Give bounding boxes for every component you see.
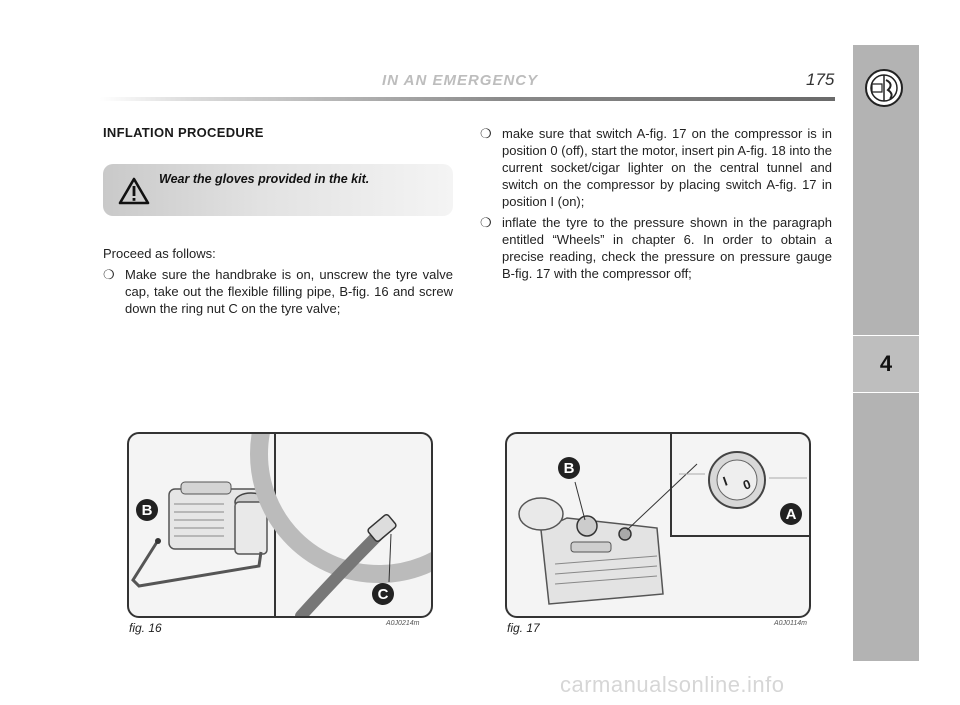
right-bullet-list	[480, 125, 832, 286]
svg-text:B: B	[563, 460, 575, 477]
watermark: carmanualsonline.info	[560, 672, 785, 697]
list-item	[103, 266, 453, 317]
figure-16-caption: fig. 16	[129, 621, 162, 635]
figure-16-illustration	[129, 434, 431, 616]
alfa-romeo-logo-icon	[864, 68, 904, 108]
bullet-circle-icon: ❍	[103, 267, 115, 282]
callout-a	[780, 503, 802, 525]
list-item-text: Make sure the handbrake is on, unscrew the tyre valve cap, take out the flexible filling pipe, B-fig. 16 and screw down the ring nut C on the tyre valve;	[125, 267, 453, 316]
page-number: 175	[806, 70, 835, 89]
intro-text: Proceed as follows:	[103, 246, 216, 261]
warning-box	[103, 164, 453, 216]
figure-17-caption: fig. 17	[507, 621, 540, 635]
procedure-heading: INFLATION PROCEDURE	[103, 125, 264, 140]
left-bullet-list	[103, 266, 453, 321]
switch-label-off: 0	[740, 476, 753, 493]
figure-17	[505, 432, 811, 618]
svg-text:A: A	[785, 506, 797, 523]
header-rule	[100, 97, 835, 101]
chapter-number: 4	[879, 351, 893, 376]
callout-b	[136, 499, 158, 521]
list-item-text: inflate the tyre to the pressure shown in the paragraph entitled “Wheels” in chapter 6. In order to obtain a precise reading, check the pressure on pressure gauge B-fig. 17 with the compressor off;	[502, 215, 832, 281]
figure-17-illustration	[507, 434, 809, 616]
bullet-circle-icon: ❍	[480, 126, 492, 141]
figure-17-code: A0J0114m	[774, 620, 807, 627]
side-tab-lower	[853, 393, 919, 661]
warning-text: Wear the gloves provided in the kit.	[159, 172, 370, 186]
warning-triangle-icon	[118, 177, 150, 205]
svg-text:B: B	[141, 502, 153, 519]
svg-text:C: C	[377, 586, 389, 603]
callout-b	[558, 457, 580, 479]
figure-16-code: A0J0214m	[386, 620, 420, 627]
list-item	[480, 125, 832, 210]
section-title: IN AN EMERGENCY	[382, 72, 539, 89]
callout-c	[372, 583, 394, 605]
switch-label-on: I	[720, 473, 730, 489]
list-item	[480, 214, 832, 282]
list-item-text: make sure that switch A-fig. 17 on the compressor is in position 0 (off), start the motor, insert pin A-fig. 18 into the current socket/cigar lighter on the central tunnel and switch on the compressor by placing switch A-fig. 17 in position I (on);	[502, 126, 832, 209]
figure-16	[127, 432, 433, 618]
bullet-circle-icon: ❍	[480, 215, 492, 230]
